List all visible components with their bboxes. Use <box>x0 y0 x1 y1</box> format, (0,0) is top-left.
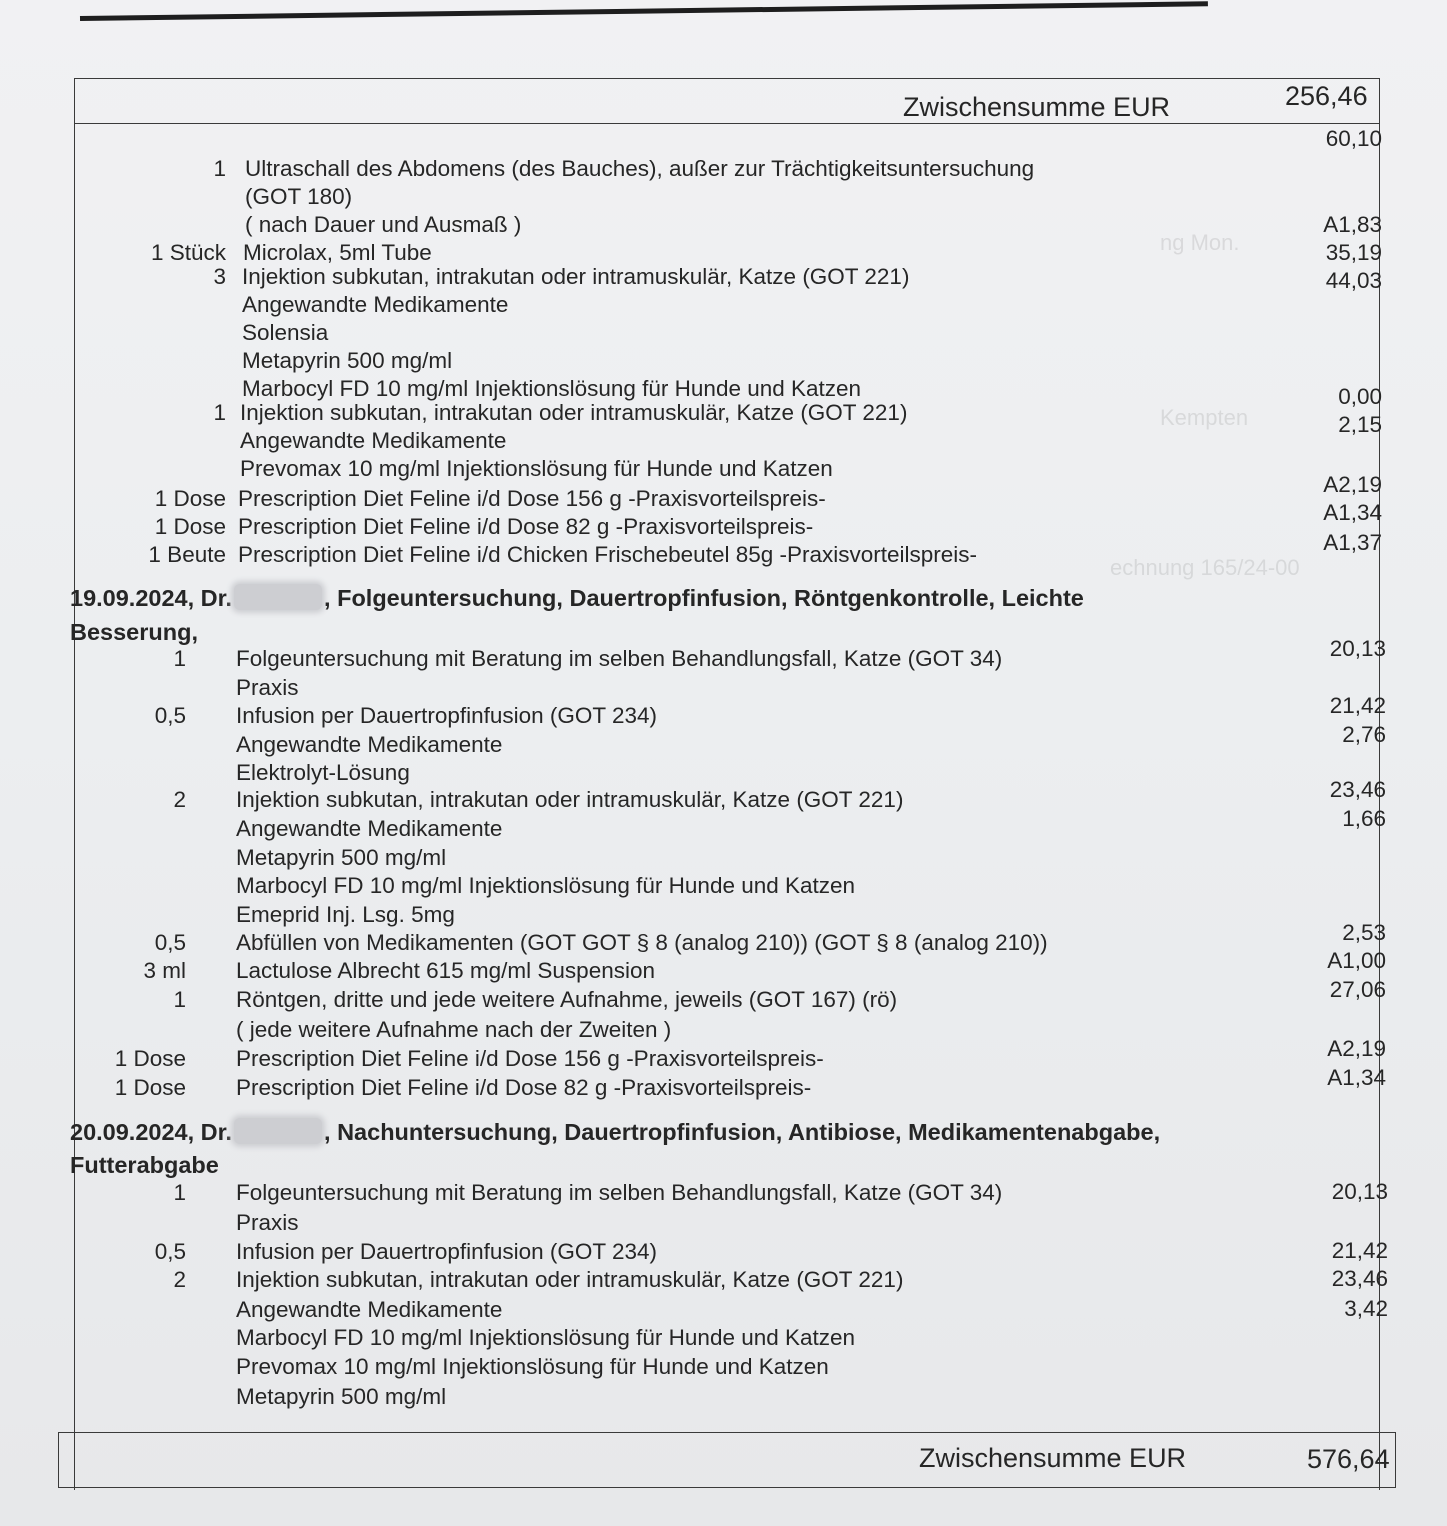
item-detail: Angewandte Medikamente <box>242 292 509 317</box>
item-description: ( jede weitere Aufnahme nach der Zweiten ) <box>236 1017 672 1042</box>
item-description: Prescription Diet Feline i/d Dose 82 g -Praxisvorteilspreis- <box>238 514 814 539</box>
item-qty: 1 <box>213 156 226 181</box>
item-price: 44,03 <box>1325 268 1382 293</box>
item-description: Prescription Diet Feline i/d Chicken Frischebeutel 85g -Praxisvorteilspreis- <box>238 542 978 567</box>
item-price: A1,34 <box>1327 1065 1386 1090</box>
visit-header-19-09 <box>70 584 1084 612</box>
visit-header-20-09-line2: Futterabgabe <box>70 1152 219 1178</box>
item-price: 1,66 <box>1342 806 1386 831</box>
show-through-text: echnung 165/24-00 <box>1110 555 1300 580</box>
item-description: Microlax, 5ml Tube <box>243 240 432 265</box>
item-description: Praxis <box>236 675 299 700</box>
item-price: 27,06 <box>1329 977 1386 1002</box>
item-price: A1,37 <box>1323 530 1382 555</box>
subtotal-label: Zwischensumme EUR <box>903 92 1171 122</box>
visit-date: 19.09.2024, Dr. <box>70 585 233 611</box>
item-description: Folgeuntersuchung mit Beratung im selben Behandlungsfall, Katze (GOT 34) <box>236 1180 1003 1205</box>
item-price: 20,13 <box>1329 636 1386 661</box>
item-detail: Solensia <box>242 320 329 345</box>
item-description: Röntgen, dritte und jede weitere Aufnahme, jeweils (GOT 167) (rö) <box>236 987 898 1012</box>
item-price: 23,46 <box>1329 777 1386 802</box>
item-price: 2,15 <box>1338 412 1382 437</box>
item-qty: 1 Stück <box>150 240 226 265</box>
item-description: Injektion subkutan, intrakutan oder intramuskulär, Katze (GOT 221) <box>236 787 904 812</box>
item-price: 3,42 <box>1344 1296 1388 1321</box>
item-description: Infusion per Dauertropfinfusion (GOT 234) <box>236 1239 658 1264</box>
item-price: 35,19 <box>1325 240 1382 265</box>
item-price: 60,10 <box>1325 126 1382 151</box>
item-description: Prescription Diet Feline i/d Dose 156 g -Praxisvorteilspreis- <box>238 486 826 511</box>
visit-title: , Nachuntersuchung, Dauertropfinfusion, Antibiose, Medikamentenabgabe, <box>324 1119 1161 1145</box>
subtotal-box-top <box>74 78 1380 124</box>
item-qty: 0,5 <box>154 930 186 955</box>
item-detail: Marbocyl FD 10 mg/ml Injektionslösung für Hunde und Katzen <box>242 376 862 401</box>
item-qty: 1 Dose <box>154 514 226 539</box>
item-qty: 0,5 <box>154 1239 186 1264</box>
item-description: Elektrolyt-Lösung <box>236 760 410 785</box>
item-price: 21,42 <box>1329 693 1386 718</box>
item-price: A1,34 <box>1323 500 1382 525</box>
item-qty: 1 <box>173 1180 186 1205</box>
item-description: Prevomax 10 mg/ml Injektionslösung für Hunde und Katzen <box>236 1354 829 1379</box>
item-qty: 3 <box>213 264 226 289</box>
item-qty: 1 <box>173 646 186 671</box>
item-description: Metapyrin 500 mg/ml <box>236 845 447 870</box>
item-detail: Metapyrin 500 mg/ml <box>242 348 453 373</box>
item-description: Injektion subkutan, intrakutan oder intramuskulär, Katze (GOT 221) <box>240 400 908 425</box>
item-price: A1,83 <box>1323 212 1382 237</box>
item-description: Injektion subkutan, intrakutan oder intramuskulär, Katze (GOT 221) <box>242 264 910 289</box>
item-qty: 3 ml <box>143 958 186 983</box>
item-description: Infusion per Dauertropfinfusion (GOT 234) <box>236 703 658 728</box>
subtotal-label: Zwischensumme EUR <box>919 1443 1187 1473</box>
show-through-text: ng Mon. <box>1160 230 1240 255</box>
item-detail: ( nach Dauer und Ausmaß ) <box>245 212 522 237</box>
item-qty: 1 Dose <box>114 1075 186 1100</box>
item-description: Folgeuntersuchung mit Beratung im selben Behandlungsfall, Katze (GOT 34) <box>236 646 1003 671</box>
item-description: Angewandte Medikamente <box>236 816 503 841</box>
subtotal-value: 256,46 <box>1285 81 1368 111</box>
visit-header-19-09-line2: Besserung, <box>70 619 198 645</box>
item-price: 2,53 <box>1342 920 1386 945</box>
item-price: A2,19 <box>1327 1036 1386 1061</box>
item-qty: 1 <box>213 400 226 425</box>
item-price: A1,00 <box>1327 948 1386 973</box>
item-description: Metapyrin 500 mg/ml <box>236 1384 447 1409</box>
subtotal-value: 576,64 <box>1307 1444 1390 1474</box>
redacted-name <box>234 584 322 610</box>
item-description: Marbocyl FD 10 mg/ml Injektionslösung für Hunde und Katzen <box>236 1325 856 1350</box>
item-price: 20,13 <box>1331 1179 1388 1204</box>
item-price: 23,46 <box>1331 1266 1388 1291</box>
show-through-text: Kempten <box>1160 405 1249 430</box>
item-qty: 1 <box>173 987 186 1012</box>
subtotal-box-bottom <box>58 1432 1396 1488</box>
item-description: Prescription Diet Feline i/d Dose 82 g -Praxisvorteilspreis- <box>236 1075 812 1100</box>
item-description: Emeprid Inj. Lsg. 5mg <box>236 902 455 927</box>
item-qty: 2 <box>173 787 186 812</box>
item-description: Abfüllen von Medikamenten (GOT GOT § 8 (analog 210)) (GOT § 8 (analog 210)) <box>236 930 1048 955</box>
visit-header-20-09 <box>70 1118 1160 1146</box>
visit-date: 20.09.2024, Dr. <box>70 1119 233 1145</box>
item-description: Angewandte Medikamente <box>236 732 503 757</box>
item-detail: Prevomax 10 mg/ml Injektionslösung für Hunde und Katzen <box>240 456 833 481</box>
item-price: 21,42 <box>1331 1238 1388 1263</box>
item-price: A2,19 <box>1323 472 1382 497</box>
top-rule <box>80 1 1208 21</box>
item-qty: 0,5 <box>154 703 186 728</box>
item-detail: (GOT 180) <box>245 184 353 209</box>
item-description: Injektion subkutan, intrakutan oder intramuskulär, Katze (GOT 221) <box>236 1267 904 1292</box>
item-qty: 1 Dose <box>114 1046 186 1071</box>
item-qty: 1 Dose <box>154 486 226 511</box>
item-price: 2,76 <box>1342 722 1386 747</box>
item-description: Angewandte Medikamente <box>236 1297 503 1322</box>
item-qty: 2 <box>173 1267 186 1292</box>
redacted-name <box>234 1118 322 1144</box>
item-price: 0,00 <box>1338 384 1382 409</box>
item-detail: Angewandte Medikamente <box>240 428 507 453</box>
item-description: Marbocyl FD 10 mg/ml Injektionslösung für Hunde und Katzen <box>236 873 856 898</box>
visit-title: , Folgeuntersuchung, Dauertropfinfusion, Röntgenkontrolle, Leichte <box>324 585 1084 611</box>
item-qty: 1 Beute <box>148 542 226 567</box>
item-description: Prescription Diet Feline i/d Dose 156 g -Praxisvorteilspreis- <box>236 1046 824 1071</box>
item-description: Praxis <box>236 1210 299 1235</box>
item-description: Lactulose Albrecht 615 mg/ml Suspension <box>236 958 655 983</box>
item-description: Ultraschall des Abdomens (des Bauches), außer zur Trächtigkeitsuntersuchung <box>245 156 1035 181</box>
